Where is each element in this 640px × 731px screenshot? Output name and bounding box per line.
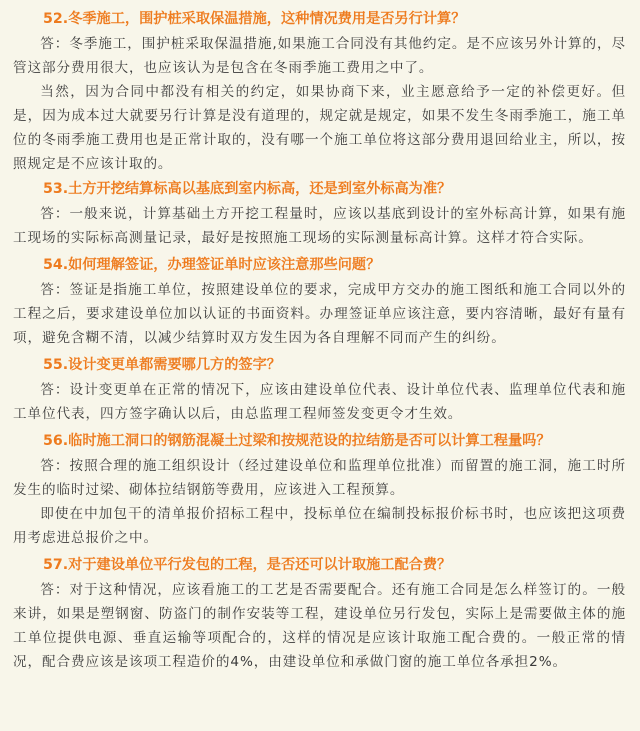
qa-section-57	[13, 554, 626, 674]
question-heading: 55.设计变更单都需要哪几方的签字？	[43, 357, 281, 373]
question-heading: 54.如何理解签证，办理签证单时应该注意那些问题？	[43, 257, 381, 273]
answer-paragraph: 即使在中加包干的清单报价招标工程中，投标单位在编制投标报价标书时，也应该把这项费用考虑进总报价之中。	[13, 506, 626, 546]
answer-paragraph: 答：按照合理的施工组织设计（经过建设单位和监理单位批准）而留置的施工洞，施工时所发生的临时过梁、砌体拉结钢筋等费用，应该进入工程预算。	[13, 458, 626, 498]
answer-paragraph: 答：一般来说，计算基础土方开挖工程量时，应该以基底到设计的室外标高计算，如果有施工现场的实际标高测量记录，最好是按照施工现场的实际测量标高计算。这样才符合实际。	[13, 206, 626, 246]
qa-section-55	[13, 354, 626, 426]
answer-paragraph: 答：冬季施工，围护桩采取保温措施,如果施工合同没有其他约定。是不应该另外计算的，尽管这部分费用很大，也应该认为是包含在冬雨季施工费用之中了。	[13, 36, 626, 76]
question-heading: 57.对于建设单位平行发包的工程，是否还可以计取施工配合费？	[43, 557, 452, 573]
qa-section-52	[13, 8, 626, 176]
answer-paragraph: 答：设计变更单在正常的情况下，应该由建设单位代表、设计单位代表、监理单位代表和施工单位代表，四方签字确认以后，由总监理工程师签发变更令才生效。	[13, 382, 626, 422]
question-heading: 52.冬季施工，围护桩采取保温措施，这种情况费用是否另行计算？	[43, 11, 466, 27]
question-heading: 56.临时施工洞口的钢筋混凝土过梁和按规范设的拉结筋是否可以计算工程量吗？	[43, 433, 551, 449]
qa-section-53	[13, 178, 626, 250]
answer-paragraph: 答：对于这种情况，应该看施工的工艺是否需要配合。还有施工合同是怎么样签订的。一般来讲，如果是塑钢窗、防盗门的制作安装等工程，建设单位另行发包，实际上是需要做主体的施工单位提供电源、垂直运输等项配合的，这样的情况是应该计取施工配合费的。一般正常的情况，配合费应该是该项工程造价的4%，由建设单位和承做门窗的施工单位各承担2%。	[13, 582, 626, 670]
answer-paragraph: 答：签证是指施工单位，按照建设单位的要求，完成甲方交办的施工图纸和施工合同以外的工程之后，要求建设单位加以认证的书面资料。办理签证单应该注意，要内容清晰，最好有量有项，避免含糊不清，以减少结算时双方发生因为各自理解不同而产生的纠纷。	[13, 282, 626, 346]
question-heading: 53.土方开挖结算标高以基底到室内标高，还是到室外标高为准？	[43, 181, 452, 197]
qa-section-54	[13, 254, 626, 350]
qa-section-56	[13, 430, 626, 550]
answer-paragraph: 当然，因为合同中都没有相关的约定，如果协商下来，业主愿意给予一定的补偿更好。但是，因为成本过大就要另行计算是没有道理的，规定就是规定，如果不发生冬雨季施工，施工单位的冬雨季施工费用也是正常计取的，没有哪一个施工单位将这部分费用退回给业主，所以，按照规定是不应该计取的。	[13, 84, 626, 172]
